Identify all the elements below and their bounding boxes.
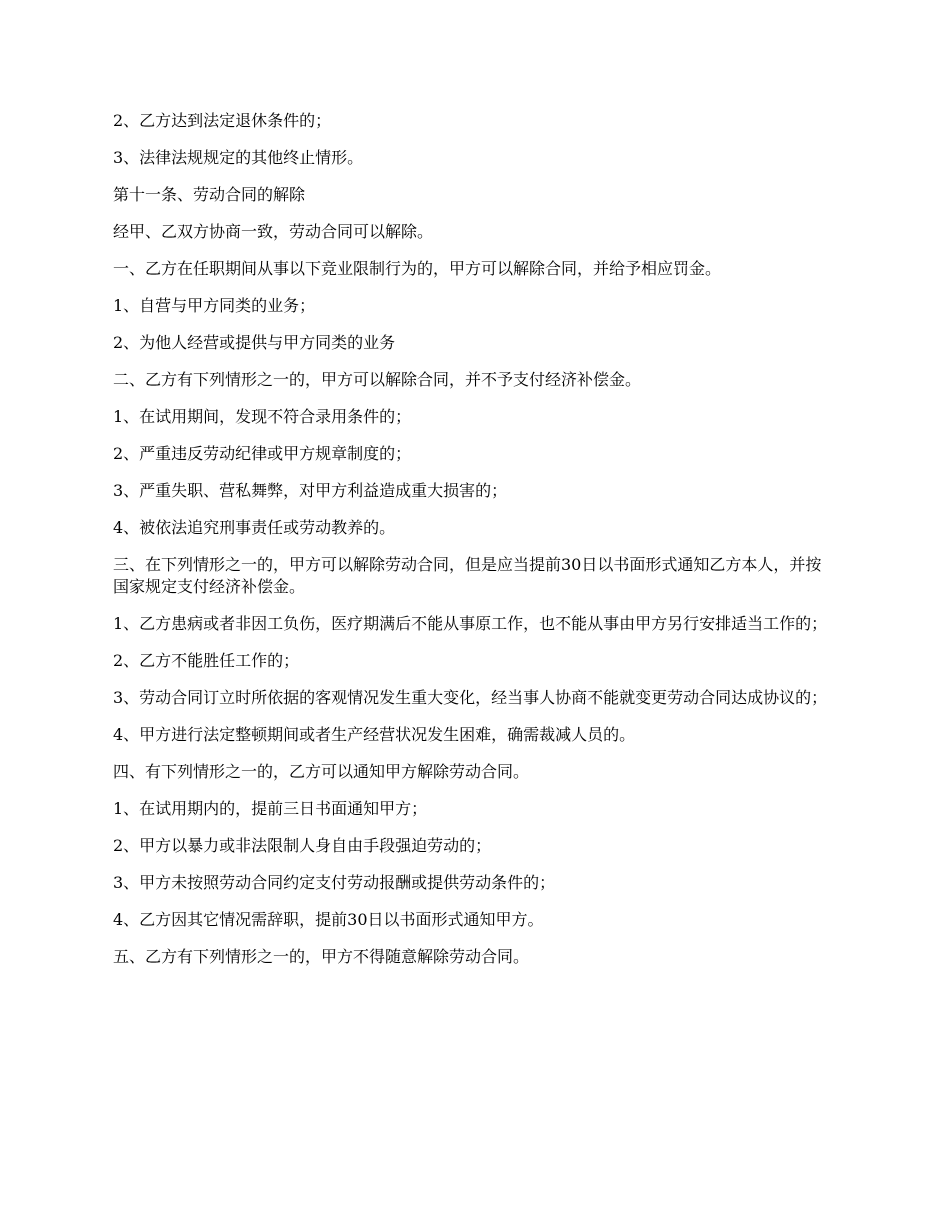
- resignation-item-2: 2、甲方以暴力或非法限制人身自由手段强迫劳动的；: [113, 836, 492, 855]
- section-2-dismissal-no-compensation: 二、乙方有下列情形之一的，甲方可以解除合同，并不予支付经济补偿金。: [113, 370, 642, 389]
- article-11-heading: 第十一条、劳动合同的解除: [113, 185, 306, 204]
- paragraph-retirement: 2、乙方达到法定退休条件的；: [113, 111, 332, 130]
- noncompete-item-2: 2、为他人经营或提供与甲方同类的业务: [113, 333, 396, 352]
- noncompete-item-1: 1、自营与甲方同类的业务；: [113, 296, 316, 315]
- section-5-protected-dismissal: 五、乙方有下列情形之一的，甲方不得随意解除劳动合同。: [113, 947, 530, 966]
- notice-item-2: 2、乙方不能胜任工作的；: [113, 651, 300, 670]
- section-4-employee-resignation: 四、有下列情形之一的，乙方可以通知甲方解除劳动合同。: [113, 762, 530, 781]
- paragraph-other-termination: 3、法律法规规定的其他终止情形。: [113, 148, 364, 167]
- resignation-item-3: 3、甲方未按照劳动合同约定支付劳动报酬或提供劳动条件的；: [113, 873, 556, 892]
- dismissal-item-4: 4、被依法追究刑事责任或劳动教养的。: [113, 518, 396, 537]
- resignation-item-1: 1、在试用期内的，提前三日书面通知甲方；: [113, 799, 428, 818]
- paragraph-mutual-agreement: 经甲、乙双方协商一致，劳动合同可以解除。: [113, 222, 434, 241]
- dismissal-item-2: 2、严重违反劳动纪律或甲方规章制度的；: [113, 444, 412, 463]
- dismissal-item-3: 3、严重失职、营私舞弊，对甲方利益造成重大损害的；: [113, 481, 508, 500]
- notice-item-3: 3、劳动合同订立时所依据的客观情况发生重大变化，经当事人协商不能就变更劳动合同达成协议的；: [113, 688, 828, 707]
- notice-item-4: 4、甲方进行法定整顿期间或者生产经营状况发生困难，确需裁减人员的。: [113, 725, 636, 744]
- section-1-noncompete: 一、乙方在任职期间从事以下竞业限制行为的，甲方可以解除合同，并给予相应罚金。: [113, 259, 722, 278]
- document-body: [113, 110, 833, 983]
- notice-item-1: 1、乙方患病或者非因工负伤，医疗期满后不能从事原工作，也不能从事由甲方另行安排适当工作的；: [113, 614, 828, 633]
- section-3-dismissal-with-notice: 三、在下列情形之一的，甲方可以解除劳动合同，但是应当提前30日以书面形式通知乙方本人，并按国家规定支付经济补偿金。: [113, 555, 822, 596]
- resignation-item-4: 4、乙方因其它情况需辞职，提前30日以书面形式通知甲方。: [113, 910, 544, 929]
- dismissal-item-1: 1、在试用期间，发现不符合录用条件的；: [113, 407, 412, 426]
